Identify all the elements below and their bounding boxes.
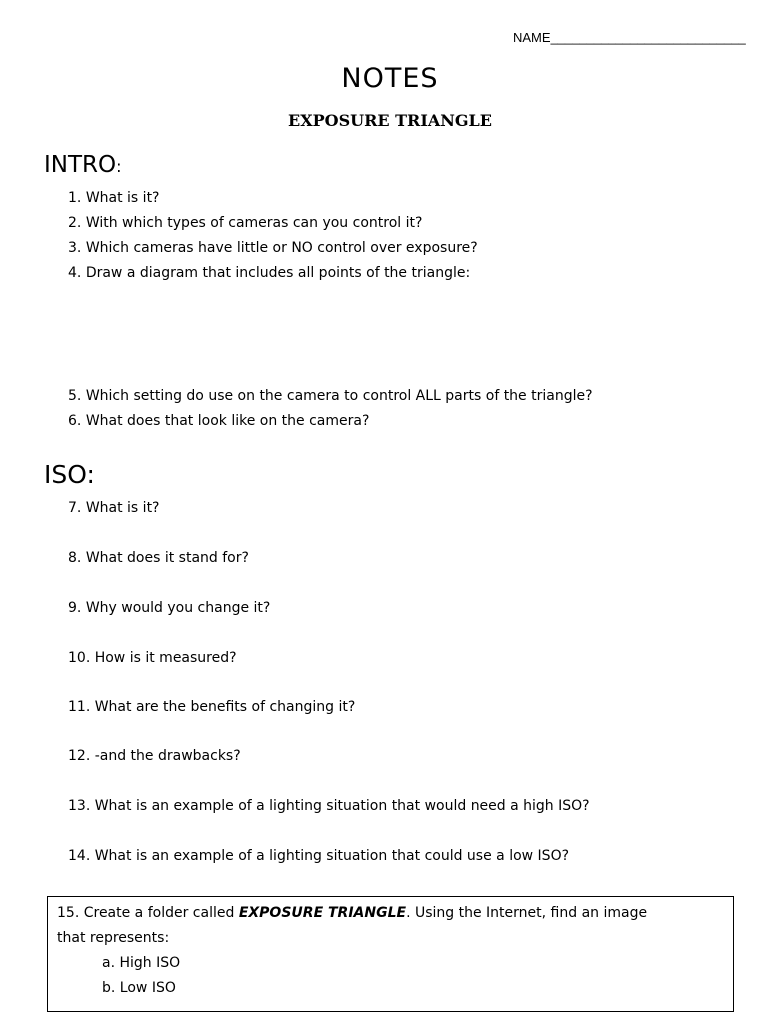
task-item-text: High ISO xyxy=(119,955,181,971)
task-prefix: 15. Create a folder called xyxy=(57,905,235,921)
question-number: 9. xyxy=(68,600,82,616)
question-text: With which types of cameras can you control it? xyxy=(85,215,423,231)
question-13 xyxy=(68,798,590,814)
question-3 xyxy=(68,240,478,256)
question-text: What does that look like on the camera? xyxy=(85,413,370,429)
question-10 xyxy=(68,650,237,666)
question-number: 4. xyxy=(68,265,82,281)
task-item-b xyxy=(102,980,176,996)
question-11 xyxy=(68,699,355,715)
question-7 xyxy=(68,500,160,516)
question-number: 14. xyxy=(68,848,91,864)
question-text: What is an example of a lighting situation that would need a high ISO? xyxy=(94,798,590,814)
question-8 xyxy=(68,550,249,566)
question-number: 6. xyxy=(68,413,82,429)
task-item-text: Low ISO xyxy=(119,980,176,996)
question-12 xyxy=(68,748,241,764)
question-number: 11. xyxy=(68,699,91,715)
name-label: NAME xyxy=(513,30,551,45)
question-text: What are the benefits of changing it? xyxy=(94,699,356,715)
task-item-letter: a. xyxy=(102,955,116,971)
task-line-2: that represents: xyxy=(57,930,170,946)
question-4 xyxy=(68,265,470,281)
question-text: Which cameras have little or NO control over exposure? xyxy=(85,240,478,256)
intro-heading xyxy=(44,152,122,178)
task-item-a xyxy=(102,955,180,971)
question-9 xyxy=(68,600,270,616)
question-text: Which setting do use on the camera to control ALL parts of the triangle? xyxy=(85,388,593,404)
question-text: What does it stand for? xyxy=(85,550,249,566)
task-folder-name: EXPOSURE TRIANGLE xyxy=(238,905,407,921)
question-number: 1. xyxy=(68,190,82,206)
page-title: NOTES xyxy=(341,63,439,94)
question-text: How is it measured? xyxy=(94,650,237,666)
name-blank-line: ___________________________ xyxy=(550,30,746,45)
question-number: 2. xyxy=(68,215,82,231)
question-2 xyxy=(68,215,422,231)
name-field xyxy=(513,30,746,45)
question-text: What is an example of a lighting situation that could use a low ISO? xyxy=(94,848,570,864)
question-5 xyxy=(68,388,593,404)
question-text: What is it? xyxy=(85,190,160,206)
question-text: Why would you change it? xyxy=(85,600,271,616)
question-text: What is it? xyxy=(85,500,160,516)
question-number: 5. xyxy=(68,388,82,404)
question-number: 13. xyxy=(68,798,91,814)
intro-heading-text: INTRO xyxy=(44,152,117,178)
question-text: -and the drawbacks? xyxy=(94,748,241,764)
task-box xyxy=(47,896,734,1012)
question-number: 3. xyxy=(68,240,82,256)
question-14 xyxy=(68,848,569,864)
question-number: 12. xyxy=(68,748,91,764)
question-text: Draw a diagram that includes all points of the triangle: xyxy=(85,265,471,281)
intro-heading-colon: : xyxy=(116,157,122,176)
question-number: 8. xyxy=(68,550,82,566)
task-suffix: . Using the Internet, find an image xyxy=(406,905,648,921)
page-subtitle: EXPOSURE TRIANGLE xyxy=(288,111,492,130)
iso-heading: ISO: xyxy=(44,460,95,489)
question-number: 10. xyxy=(68,650,91,666)
question-1 xyxy=(68,190,160,206)
question-number: 7. xyxy=(68,500,82,516)
task-item-letter: b. xyxy=(102,980,116,996)
task-line-1 xyxy=(57,905,647,921)
question-6 xyxy=(68,413,369,429)
